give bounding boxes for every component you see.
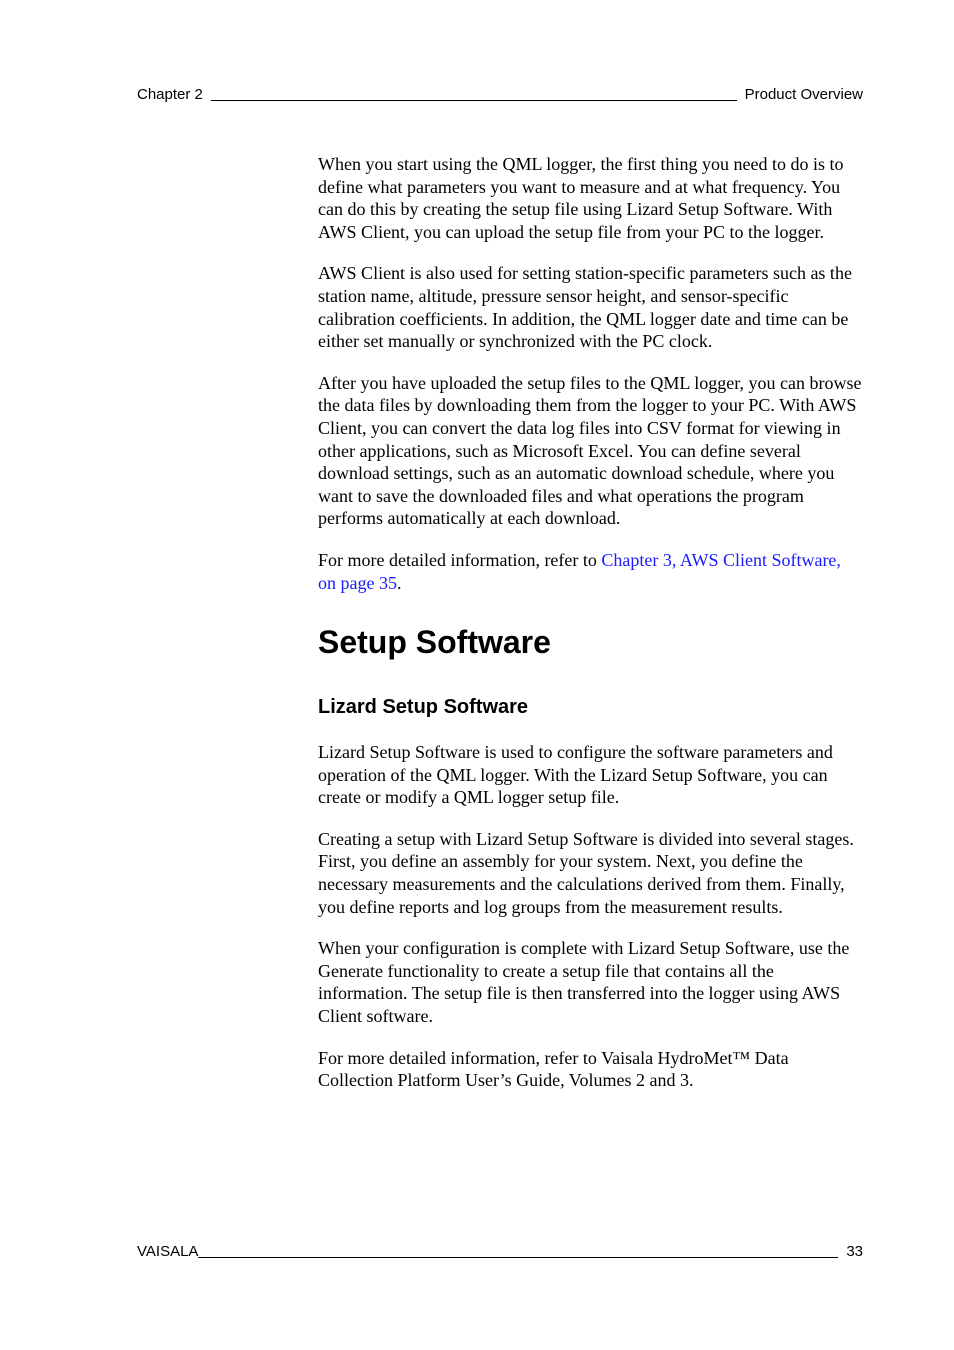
header-chapter: Chapter 2	[137, 86, 203, 103]
page-number: 33	[846, 1243, 863, 1260]
header-rule	[211, 100, 737, 101]
intro-paragraph-3: After you have uploaded the setup files to the QML logger, you can browse the data files by downloading them from the logger to your PC. With AWS Client, you can convert the data log files into CSV format for viewing in other applications, such as Microsoft Excel. You can define several download settings, such as an automatic download schedule, where you want to save the downloaded files and what operations the program performs automatically at each download.	[318, 372, 862, 529]
footer-rule	[198, 1257, 838, 1258]
footer-brand: VAISALA	[137, 1243, 199, 1260]
lizard-paragraph-1: Lizard Setup Software is used to configure the software parameters and operation of the QML logger. With the Lizard Setup Software, you can create or modify a QML logger setup file.	[318, 742, 833, 808]
page-footer	[137, 1243, 863, 1261]
subsection-title: Lizard Setup Software	[318, 696, 529, 719]
intro-paragraph-1: When you start using the QML logger, the first thing you need to do is to define what parameters you want to measure and at what frequency. You can do this by creating the setup file using Lizard Setup Software. With AWS Client, you can upload the setup file from your PC to the logger.	[318, 154, 844, 242]
lizard-paragraph-2: Creating a setup with Lizard Setup Software is divided into several stages. First, you define an assembly for your system. Next, you define the necessary measurements and the calculations derived from them. Finally, you define reports and log groups from the measurement results.	[318, 828, 854, 917]
page-header	[137, 86, 863, 104]
header-title: Product Overview	[744, 86, 863, 103]
page-content	[318, 153, 863, 1111]
intro-paragraph-2: AWS Client is also used for setting station-specific parameters such as the station name, altitude, pressure sensor height, and sensor-specific calibration coefficients. In addition, the QML logger date and time can be either set manually or synchronized with the PC clock.	[318, 263, 852, 352]
reference-prefix: For more detailed information, refer to	[318, 549, 602, 570]
lizard-paragraph-4: For more detailed information, refer to Vaisala HydroMet™ Data Collection Platform User’s Guide, Volumes 2 and 3.	[318, 1047, 789, 1091]
lizard-paragraph-3: When your configuration is complete with Lizard Setup Software, use the Generate functionality to create a setup file that contains all the information. The setup file is then transferred into the logger using AWS Client software.	[318, 938, 850, 1027]
intro-paragraph-4	[318, 549, 863, 594]
reference-suffix: .	[396, 572, 402, 593]
section-title: Setup Software	[318, 624, 551, 661]
chapter-3-link[interactable]: Chapter 3, AWS Client Software, on page 35	[318, 549, 841, 593]
